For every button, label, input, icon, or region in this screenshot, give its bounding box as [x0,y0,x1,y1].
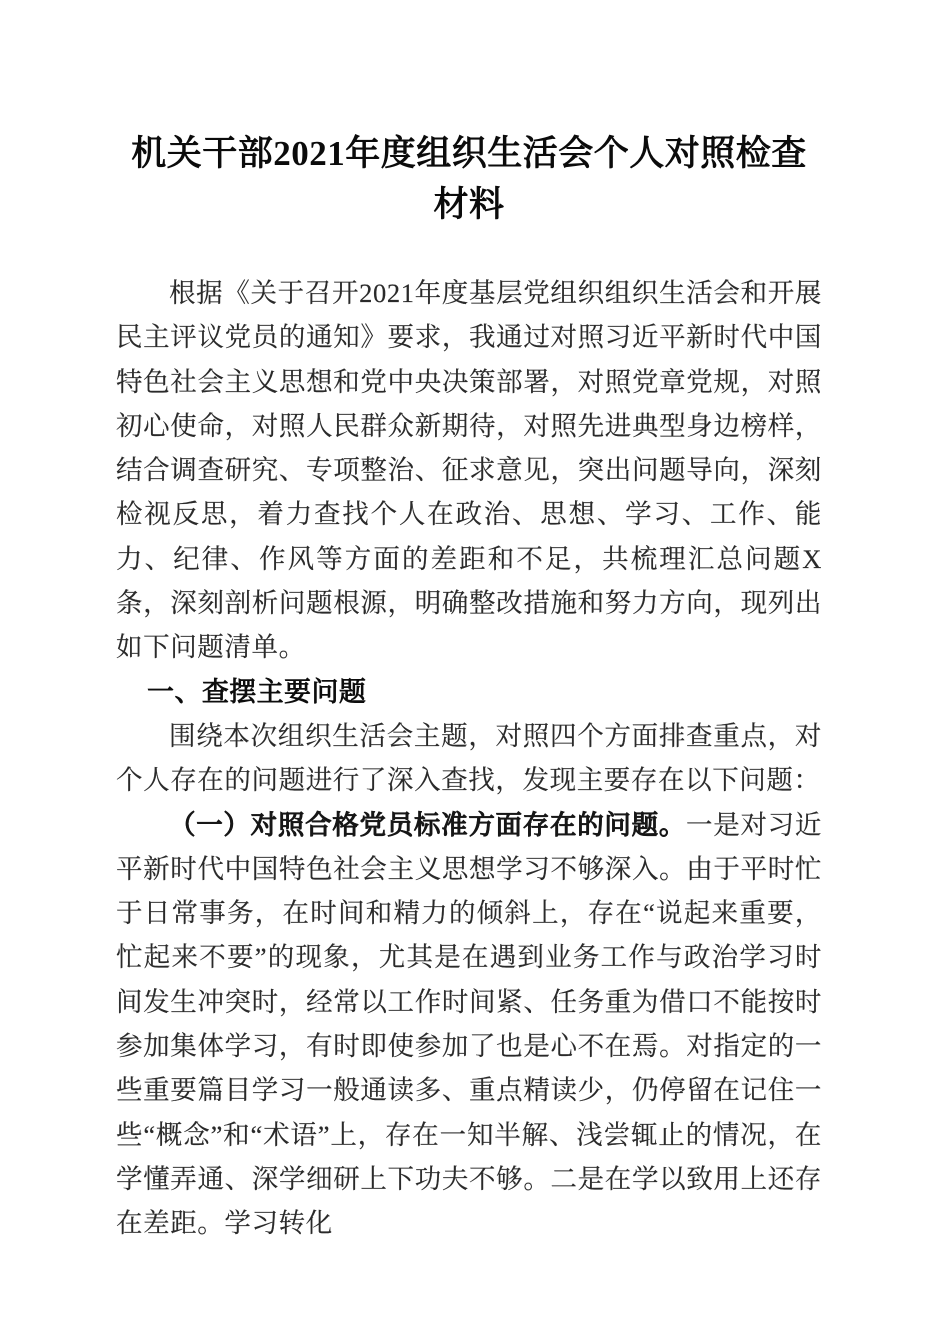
item-1-bold-lead: （一）对照合格党员标准方面存在的问题。 [169,809,687,840]
section-1-intro-paragraph: 围绕本次组织生活会主题，对照四个方面排查重点，对个人存在的问题进行了深入查找，发现主要存在以下问题： [116,720,822,796]
page-title-line-2: 材料 [433,185,505,224]
item-1-paragraph [116,803,822,1246]
item-1-body-text: 一是对习近平新时代中国特色社会主义思想学习不够深入。由于平时忙于日常事务，在时间和精力的倾斜上，存在“说起来重要，忙起来不要”的现象，尤其是在遇到业务工作与政治学习时间发生冲突时，经常以工作时间紧、任务重为借口不能按时参加集体学习，有时即使参加了也是心不在焉。对指定的一些重要篇目学习一般通读多、重点精读少，仍停留在记住一些“概念”和“术语”上，存在一知半解、浅尝辄止的情况，在学懂弄通、深学细研上下功夫不够。二是在学以致用上还存在差距。学习转化 [116,809,822,1239]
document-text-column [116,0,822,1246]
section-heading-1: 一、查摆主要问题 [147,676,367,707]
page-title [116,0,822,230]
page-title-line-1: 机关干部2021年度组织生活会个人对照检查 [131,134,807,173]
intro-paragraph: 根据《关于召开2021年度基层党组织组织生活会和开展民主评议党员的通知》要求，我通过对照习近平新时代中国特色社会主义思想和党中央决策部署，对照党章党规，对照初心使命，对照人民群众新期待，对照先进典型身边榜样，结合调查研究、专项整治、征求意见，突出问题导向，深刻检视反思，着力查找个人在政治、思想、学习、工作、能力、纪律、作风等方面的差距和不足，共梳理汇总问题X条，深刻剖析问题根源，明确整改措施和努力方向，现列出如下问题清单。 [116,278,822,663]
